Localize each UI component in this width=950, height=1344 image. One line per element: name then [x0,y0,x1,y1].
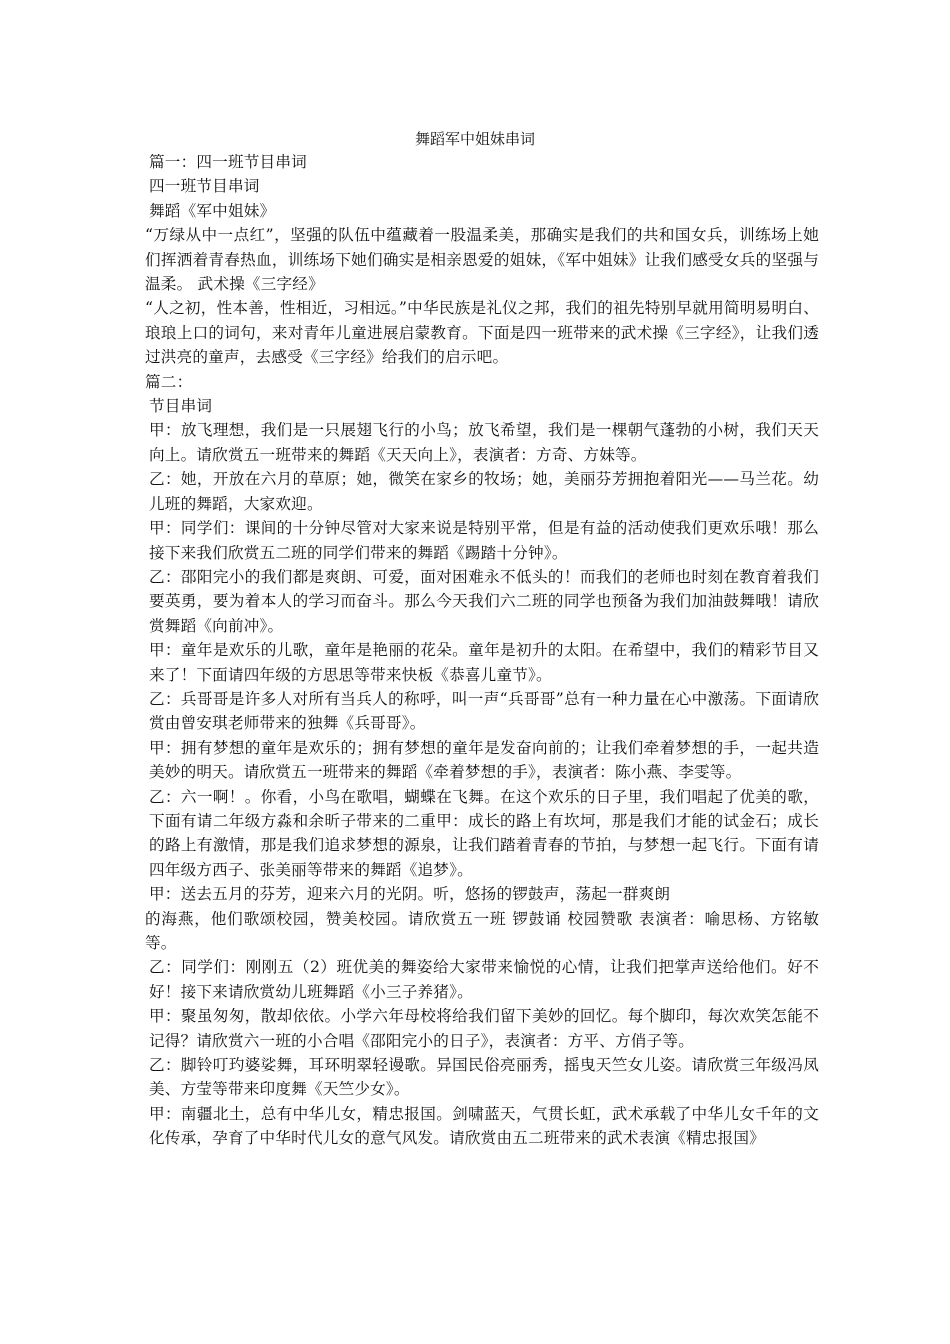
paragraph: 乙：脚铃叮玓婆娑舞，耳环明翠轻谩歌。异国民俗亮丽秀，摇曳天竺女儿姿。请欣赏三年级冯凤美、方莹等带来印度舞《天竺少女》。 [149,1056,819,1099]
paragraph: 乙：她，开放在六月的草原；她，微笑在家乡的牧场；她，美丽芬芳拥抱着阳光——马兰花。幼儿班的舞蹈，大家欢迎。 [149,470,819,513]
paragraph: 甲：拥有梦想的童年是欢乐的；拥有梦想的童年是发奋向前的；让我们牵着梦想的手，一起共造美妙的明天。请欣赏五一班带来的舞蹈《牵着梦想的手》，表演者：陈小燕、李雯等。 [149,738,819,782]
program-title: 舞蹈《军中姐妹》 [149,201,276,220]
paragraph: “人之初，性本善，性相近，习相远。”中华民族是礼仪之邦，我们的祖先特别早就用简明易明白、琅琅上口的词句，来对青年儿童进展启蒙教育。下面是四一班带来的武术操《三字经》，让我们透过洪亮的童声，去感受《三字经》给我们的启示吧。 [145,299,819,367]
paragraph: 乙：同学们：刚刚五（2）班优美的舞姿给大家带来愉悦的心情，让我们把掌声送给他们。好不好！接下来请欣赏幼儿班舞蹈《小三子养猪》。 [149,958,819,1001]
paragraph: 甲：同学们：课间的十分钟尽管对大家来说是特别平常，但是有益的活动使我们更欢乐哦！那么接下来我们欣赏五二班的同学们带来的舞蹈《踢踏十分钟》。 [149,519,819,562]
document-title: 舞蹈军中姐妹串词 [414,130,535,148]
paragraph: 的海燕，他们歌颂校园，赞美校园。请欣赏五一班 锣鼓诵 校园赞歌 表演者：喻思杨、方铭敏等。 [145,909,819,952]
section-heading-1: 篇一：四一班节目串词 [149,153,307,171]
subheading: 四一班节目串词 [149,177,260,196]
paragraph: 甲：童年是欢乐的儿歌，童年是艳丽的花朵。童年是初升的太阳。在希望中，我们的精彩节目又来了！下面请四年级的方思思等带来快板《恭喜儿童节》。 [149,641,819,684]
paragraph: 乙：邵阳完小的我们都是爽朗、可爱，面对困难永不低头的！而我们的老师也时刻在教育着我们要英勇，要为着本人的学习而奋斗。那么今天我们六二班的同学也预备为我们加油鼓舞哦！请欣赏舞蹈《向前冲》。 [149,567,819,635]
paragraph: “万绿从中一点红”，坚强的队伍中蕴藏着一股温柔美，那确实是我们的共和国女兵，训练场上她们挥洒着青春热血，训练场下她们确实是相亲恩爱的姐妹，《军中姐妹》让我们感受女兵的坚强与温柔。 武术操《三字经》 [145,226,819,294]
paragraph: 甲：放飞理想，我们是一只展翅飞行的小鸟；放飞希望，我们是一棵朝气蓬勃的小树，我们天天向上。请欣赏五一班带来的舞蹈《天天向上》，表演者：方奇、方妹等。 [149,421,819,464]
subheading: 节目串词 [149,397,213,416]
paragraph: 甲：送去五月的芬芳，迎来六月的光阴。听，悠扬的锣鼓声，荡起一群爽朗 [149,885,671,904]
section-heading-2: 篇二： [145,372,193,391]
paragraph: 乙：兵哥哥是许多人对所有当兵人的称呼，叫一声“兵哥哥”总有一种力量在心中激荡。下面请欣赏由曾安琪老师带来的独舞《兵哥哥》。 [149,689,819,733]
paragraph: 甲：聚虽匆匆，散却依依。小学六年母校将给我们留下美妙的回忆。每个脚印，每次欢笑怎能不记得？请欣赏六一班的小合唱《邵阳完小的日子》，表演者：方平、方俏子等。 [149,1007,819,1050]
document-body [145,150,819,1151]
paragraph: 甲：南疆北土，总有中华儿女，精忠报国。剑啸蓝天，气贯长虹，武术承载了中华儿女千年的文化传承，孕育了中华时代儿女的意气风发。请欣赏由五二班带来的武术表演《精忠报国》 [149,1104,819,1148]
paragraph: 乙：六一啊！。你看，小鸟在歌唱，蝴蝶在飞舞。在这个欢乐的日子里，我们唱起了优美的歌，下面有请二年级方淼和余昕子带来的二重甲：成长的路上有坎坷，那是我们才能的试金石；成长的路上有激情，那是我们追求梦想的源泉，让我们踏着青春的节拍，与梦想一起飞行。下面有请四年级方西子、张美丽等带来的舞蹈《追梦》。 [149,787,819,879]
